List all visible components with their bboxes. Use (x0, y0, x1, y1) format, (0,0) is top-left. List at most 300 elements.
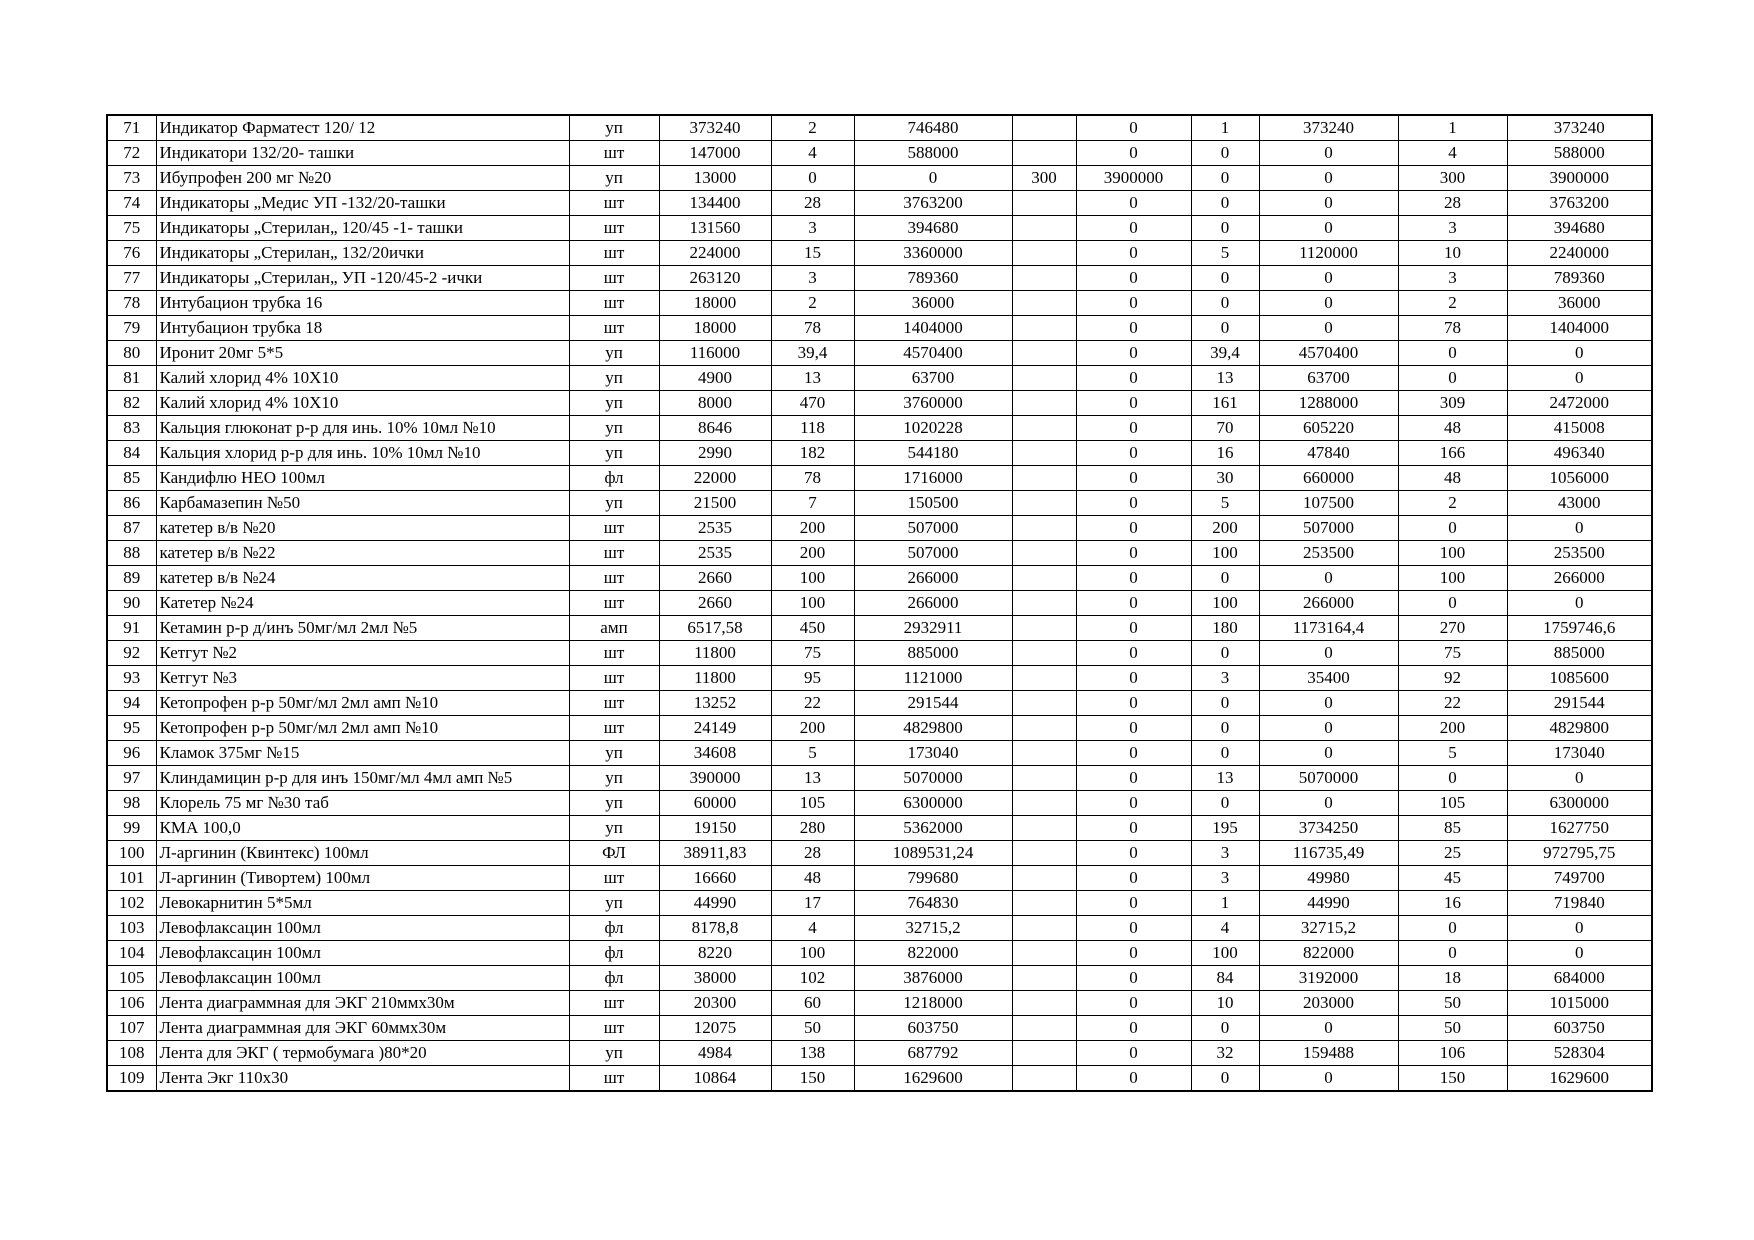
cell-price: 390000 (659, 766, 771, 791)
cell-sum-received: 0 (1076, 316, 1191, 341)
cell-qty-start: 28 (771, 841, 854, 866)
table-row (107, 866, 1652, 891)
table-row (107, 241, 1652, 266)
table-row (107, 891, 1652, 916)
cell-sum-issued: 0 (1259, 791, 1398, 816)
cell-sum-end: 3763200 (1507, 191, 1652, 216)
cell-sum-received: 0 (1076, 741, 1191, 766)
cell-sum-issued: 0 (1259, 216, 1398, 241)
cell-row-number: 86 (107, 491, 156, 516)
cell-qty-end: 16 (1398, 891, 1507, 916)
cell-row-number: 72 (107, 141, 156, 166)
cell-sum-end: 43000 (1507, 491, 1652, 516)
cell-item-name: Левокарнитин 5*5мл (156, 891, 569, 916)
cell-row-number: 109 (107, 1066, 156, 1092)
cell-qty-issued: 161 (1191, 391, 1259, 416)
cell-qty-issued: 30 (1191, 466, 1259, 491)
cell-sum-received: 0 (1076, 115, 1191, 141)
cell-qty-received (1012, 741, 1076, 766)
cell-qty-issued: 200 (1191, 516, 1259, 541)
cell-qty-end: 300 (1398, 166, 1507, 191)
cell-unit: шт (569, 641, 659, 666)
cell-price: 21500 (659, 491, 771, 516)
table-row (107, 816, 1652, 841)
cell-qty-received (1012, 466, 1076, 491)
cell-price: 8220 (659, 941, 771, 966)
cell-item-name: Индикатори 132/20- ташки (156, 141, 569, 166)
cell-sum-issued: 0 (1259, 266, 1398, 291)
cell-sum-issued: 266000 (1259, 591, 1398, 616)
cell-sum-received: 0 (1076, 966, 1191, 991)
table-row (107, 641, 1652, 666)
cell-qty-issued: 0 (1191, 1066, 1259, 1092)
cell-sum-start: 36000 (854, 291, 1012, 316)
cell-qty-issued: 10 (1191, 991, 1259, 1016)
cell-sum-received: 0 (1076, 941, 1191, 966)
cell-qty-issued: 0 (1191, 1016, 1259, 1041)
cell-sum-end: 719840 (1507, 891, 1652, 916)
cell-qty-start: 3 (771, 266, 854, 291)
cell-qty-end: 0 (1398, 766, 1507, 791)
cell-sum-issued: 605220 (1259, 416, 1398, 441)
cell-row-number: 100 (107, 841, 156, 866)
cell-sum-received: 0 (1076, 991, 1191, 1016)
cell-unit: уп (569, 391, 659, 416)
cell-price: 224000 (659, 241, 771, 266)
cell-sum-end: 0 (1507, 341, 1652, 366)
cell-sum-issued: 203000 (1259, 991, 1398, 1016)
cell-price: 24149 (659, 716, 771, 741)
cell-row-number: 107 (107, 1016, 156, 1041)
cell-qty-issued: 0 (1191, 266, 1259, 291)
cell-sum-issued: 47840 (1259, 441, 1398, 466)
cell-sum-issued: 3192000 (1259, 966, 1398, 991)
cell-qty-issued: 0 (1191, 191, 1259, 216)
cell-sum-start: 764830 (854, 891, 1012, 916)
cell-sum-end: 749700 (1507, 866, 1652, 891)
cell-qty-received (1012, 791, 1076, 816)
cell-sum-start: 746480 (854, 115, 1012, 141)
cell-qty-received (1012, 1041, 1076, 1066)
cell-qty-end: 45 (1398, 866, 1507, 891)
cell-sum-start: 1089531,24 (854, 841, 1012, 866)
cell-sum-end: 0 (1507, 366, 1652, 391)
cell-qty-start: 2 (771, 291, 854, 316)
cell-qty-received (1012, 291, 1076, 316)
cell-sum-start: 173040 (854, 741, 1012, 766)
cell-item-name: Катетер №24 (156, 591, 569, 616)
cell-sum-start: 1716000 (854, 466, 1012, 491)
cell-item-name: Индикатор Фарматест 120/ 12 (156, 115, 569, 141)
table-row (107, 266, 1652, 291)
cell-unit: уп (569, 115, 659, 141)
cell-price: 34608 (659, 741, 771, 766)
cell-sum-end: 528304 (1507, 1041, 1652, 1066)
cell-sum-start: 63700 (854, 366, 1012, 391)
cell-sum-start: 1218000 (854, 991, 1012, 1016)
cell-qty-start: 78 (771, 316, 854, 341)
table-body (107, 115, 1652, 1091)
cell-row-number: 87 (107, 516, 156, 541)
cell-item-name: Клиндамицин р-р для инъ 150мг/мл 4мл амп №5 (156, 766, 569, 791)
cell-row-number: 90 (107, 591, 156, 616)
cell-item-name: Интубацион трубка 16 (156, 291, 569, 316)
cell-sum-start: 291544 (854, 691, 1012, 716)
cell-sum-end: 373240 (1507, 115, 1652, 141)
cell-price: 44990 (659, 891, 771, 916)
cell-sum-issued: 0 (1259, 741, 1398, 766)
cell-sum-start: 5362000 (854, 816, 1012, 841)
cell-qty-start: 100 (771, 566, 854, 591)
cell-qty-received (1012, 641, 1076, 666)
cell-sum-start: 507000 (854, 541, 1012, 566)
cell-sum-received: 0 (1076, 916, 1191, 941)
cell-qty-end: 0 (1398, 591, 1507, 616)
cell-row-number: 95 (107, 716, 156, 741)
cell-row-number: 105 (107, 966, 156, 991)
cell-qty-start: 4 (771, 916, 854, 941)
table-row (107, 716, 1652, 741)
cell-sum-issued: 63700 (1259, 366, 1398, 391)
cell-sum-received: 0 (1076, 441, 1191, 466)
cell-qty-start: 28 (771, 191, 854, 216)
cell-unit: уп (569, 741, 659, 766)
cell-item-name: Кетгут №2 (156, 641, 569, 666)
table-row (107, 591, 1652, 616)
cell-price: 4984 (659, 1041, 771, 1066)
cell-item-name: Калий хлорид 4% 10Х10 (156, 391, 569, 416)
cell-sum-issued: 0 (1259, 1066, 1398, 1092)
cell-sum-received: 0 (1076, 591, 1191, 616)
cell-sum-received: 0 (1076, 1016, 1191, 1041)
cell-sum-end: 0 (1507, 916, 1652, 941)
cell-qty-end: 48 (1398, 416, 1507, 441)
cell-unit: уп (569, 441, 659, 466)
cell-item-name: Лента диаграммная для ЭКГ 210ммх30м (156, 991, 569, 1016)
cell-price: 2535 (659, 516, 771, 541)
cell-price: 19150 (659, 816, 771, 841)
cell-row-number: 99 (107, 816, 156, 841)
cell-qty-received (1012, 841, 1076, 866)
cell-qty-received (1012, 266, 1076, 291)
cell-qty-issued: 0 (1191, 166, 1259, 191)
cell-item-name: Карбамазепин №50 (156, 491, 569, 516)
cell-qty-end: 50 (1398, 1016, 1507, 1041)
cell-sum-start: 588000 (854, 141, 1012, 166)
cell-qty-end: 0 (1398, 516, 1507, 541)
cell-sum-end: 266000 (1507, 566, 1652, 591)
cell-row-number: 108 (107, 1041, 156, 1066)
cell-item-name: Кламок 375мг №15 (156, 741, 569, 766)
cell-qty-issued: 0 (1191, 141, 1259, 166)
cell-sum-issued: 0 (1259, 316, 1398, 341)
cell-qty-received (1012, 766, 1076, 791)
cell-unit: уп (569, 766, 659, 791)
cell-qty-issued: 0 (1191, 216, 1259, 241)
cell-sum-end: 6300000 (1507, 791, 1652, 816)
cell-qty-issued: 5 (1191, 241, 1259, 266)
cell-qty-end: 10 (1398, 241, 1507, 266)
cell-sum-end: 684000 (1507, 966, 1652, 991)
table-row (107, 1016, 1652, 1041)
cell-qty-received (1012, 591, 1076, 616)
cell-sum-issued: 0 (1259, 566, 1398, 591)
cell-sum-end: 291544 (1507, 691, 1652, 716)
cell-qty-issued: 70 (1191, 416, 1259, 441)
cell-sum-received: 0 (1076, 791, 1191, 816)
cell-sum-issued: 5070000 (1259, 766, 1398, 791)
cell-sum-issued: 32715,2 (1259, 916, 1398, 941)
cell-qty-received (1012, 441, 1076, 466)
cell-qty-issued: 180 (1191, 616, 1259, 641)
cell-sum-end: 1629600 (1507, 1066, 1652, 1092)
cell-qty-start: 450 (771, 616, 854, 641)
cell-qty-received (1012, 316, 1076, 341)
cell-sum-received: 0 (1076, 216, 1191, 241)
cell-qty-start: 5 (771, 741, 854, 766)
cell-row-number: 85 (107, 466, 156, 491)
cell-sum-issued: 116735,49 (1259, 841, 1398, 866)
cell-sum-received: 0 (1076, 341, 1191, 366)
table-row (107, 391, 1652, 416)
cell-item-name: Калий хлорид 4% 10Х10 (156, 366, 569, 391)
cell-price: 20300 (659, 991, 771, 1016)
cell-qty-issued: 4 (1191, 916, 1259, 941)
cell-price: 11800 (659, 666, 771, 691)
cell-qty-issued: 0 (1191, 741, 1259, 766)
cell-sum-issued: 44990 (1259, 891, 1398, 916)
cell-qty-issued: 32 (1191, 1041, 1259, 1066)
cell-price: 38000 (659, 966, 771, 991)
table-row (107, 366, 1652, 391)
cell-unit: уп (569, 791, 659, 816)
cell-item-name: Клорель 75 мг №30 таб (156, 791, 569, 816)
cell-price: 11800 (659, 641, 771, 666)
cell-qty-received (1012, 566, 1076, 591)
cell-qty-issued: 0 (1191, 291, 1259, 316)
cell-item-name: катетер в/в №24 (156, 566, 569, 591)
cell-row-number: 104 (107, 941, 156, 966)
cell-price: 4900 (659, 366, 771, 391)
cell-sum-issued: 0 (1259, 141, 1398, 166)
cell-sum-received: 0 (1076, 666, 1191, 691)
table-row (107, 341, 1652, 366)
cell-item-name: Л-аргинин (Тивортем) 100мл (156, 866, 569, 891)
cell-qty-end: 28 (1398, 191, 1507, 216)
cell-qty-issued: 0 (1191, 791, 1259, 816)
cell-qty-end: 3 (1398, 266, 1507, 291)
cell-sum-start: 822000 (854, 941, 1012, 966)
cell-sum-received: 0 (1076, 841, 1191, 866)
cell-sum-start: 544180 (854, 441, 1012, 466)
cell-sum-received: 0 (1076, 891, 1191, 916)
cell-qty-issued: 0 (1191, 316, 1259, 341)
table-row (107, 416, 1652, 441)
cell-sum-end: 603750 (1507, 1016, 1652, 1041)
cell-sum-start: 0 (854, 166, 1012, 191)
cell-qty-start: 13 (771, 366, 854, 391)
cell-unit: шт (569, 666, 659, 691)
cell-item-name: Индикаторы „Стерилан„ 132/20ички (156, 241, 569, 266)
cell-sum-issued: 1173164,4 (1259, 616, 1398, 641)
cell-qty-issued: 195 (1191, 816, 1259, 841)
cell-sum-issued: 0 (1259, 1016, 1398, 1041)
cell-sum-received: 0 (1076, 391, 1191, 416)
cell-price: 2535 (659, 541, 771, 566)
cell-sum-end: 2472000 (1507, 391, 1652, 416)
cell-qty-issued: 0 (1191, 691, 1259, 716)
table-row (107, 141, 1652, 166)
cell-sum-start: 4570400 (854, 341, 1012, 366)
cell-unit: ФЛ (569, 841, 659, 866)
cell-qty-start: 50 (771, 1016, 854, 1041)
table-row (107, 466, 1652, 491)
cell-price: 6517,58 (659, 616, 771, 641)
cell-qty-start: 15 (771, 241, 854, 266)
cell-qty-start: 2 (771, 115, 854, 141)
cell-sum-issued: 0 (1259, 691, 1398, 716)
cell-item-name: Кальция хлорид р-р для инь. 10% 10мл №10 (156, 441, 569, 466)
cell-qty-issued: 3 (1191, 666, 1259, 691)
cell-sum-end: 1627750 (1507, 816, 1652, 841)
cell-qty-received (1012, 866, 1076, 891)
cell-item-name: Интубацион трубка 18 (156, 316, 569, 341)
cell-qty-end: 48 (1398, 466, 1507, 491)
table-row (107, 791, 1652, 816)
cell-unit: шт (569, 316, 659, 341)
cell-unit: шт (569, 266, 659, 291)
cell-item-name: Кальция глюконат р-р для инь. 10% 10мл №10 (156, 416, 569, 441)
table-row (107, 441, 1652, 466)
cell-sum-start: 1629600 (854, 1066, 1012, 1092)
cell-price: 13252 (659, 691, 771, 716)
cell-row-number: 97 (107, 766, 156, 791)
cell-qty-received (1012, 991, 1076, 1016)
cell-item-name: Лента диаграммная для ЭКГ 60ммх30м (156, 1016, 569, 1041)
cell-qty-issued: 16 (1191, 441, 1259, 466)
cell-sum-end: 3900000 (1507, 166, 1652, 191)
cell-qty-end: 150 (1398, 1066, 1507, 1092)
cell-sum-received: 0 (1076, 191, 1191, 216)
table-row (107, 916, 1652, 941)
cell-sum-received: 0 (1076, 516, 1191, 541)
cell-price: 8000 (659, 391, 771, 416)
cell-price: 131560 (659, 216, 771, 241)
cell-qty-received (1012, 716, 1076, 741)
cell-item-name: Левофлаксацин 100мл (156, 966, 569, 991)
cell-price: 8646 (659, 416, 771, 441)
cell-unit: амп (569, 616, 659, 641)
cell-qty-received (1012, 916, 1076, 941)
cell-qty-issued: 0 (1191, 566, 1259, 591)
cell-qty-received (1012, 541, 1076, 566)
inventory-table (106, 114, 1653, 1092)
cell-row-number: 93 (107, 666, 156, 691)
cell-price: 2990 (659, 441, 771, 466)
cell-qty-end: 100 (1398, 566, 1507, 591)
cell-sum-received: 3900000 (1076, 166, 1191, 191)
table-row (107, 616, 1652, 641)
cell-sum-end: 588000 (1507, 141, 1652, 166)
table-row (107, 966, 1652, 991)
cell-qty-start: 48 (771, 866, 854, 891)
cell-row-number: 81 (107, 366, 156, 391)
cell-sum-received: 0 (1076, 291, 1191, 316)
cell-sum-start: 266000 (854, 591, 1012, 616)
cell-qty-issued: 3 (1191, 866, 1259, 891)
cell-qty-end: 100 (1398, 541, 1507, 566)
cell-row-number: 82 (107, 391, 156, 416)
cell-sum-end: 0 (1507, 516, 1652, 541)
cell-item-name: Левофлаксацин 100мл (156, 916, 569, 941)
cell-sum-end: 394680 (1507, 216, 1652, 241)
table-row (107, 191, 1652, 216)
cell-sum-issued: 107500 (1259, 491, 1398, 516)
cell-sum-received: 0 (1076, 716, 1191, 741)
cell-qty-start: 60 (771, 991, 854, 1016)
cell-row-number: 101 (107, 866, 156, 891)
cell-qty-received: 300 (1012, 166, 1076, 191)
cell-qty-issued: 100 (1191, 541, 1259, 566)
cell-sum-end: 1015000 (1507, 991, 1652, 1016)
cell-item-name: Индикаторы „Медис УП -132/20-ташки (156, 191, 569, 216)
cell-unit: шт (569, 1016, 659, 1041)
cell-item-name: Кетопрофен р-р 50мг/мл 2мл амп №10 (156, 691, 569, 716)
cell-sum-received: 0 (1076, 241, 1191, 266)
cell-sum-end: 173040 (1507, 741, 1652, 766)
cell-qty-end: 2 (1398, 491, 1507, 516)
cell-sum-issued: 373240 (1259, 115, 1398, 141)
cell-sum-issued: 3734250 (1259, 816, 1398, 841)
cell-row-number: 92 (107, 641, 156, 666)
cell-price: 373240 (659, 115, 771, 141)
cell-price: 2660 (659, 566, 771, 591)
cell-sum-received: 0 (1076, 416, 1191, 441)
cell-item-name: Ибупрофен 200 мг №20 (156, 166, 569, 191)
cell-qty-start: 7 (771, 491, 854, 516)
cell-qty-start: 150 (771, 1066, 854, 1092)
cell-sum-issued: 0 (1259, 291, 1398, 316)
cell-qty-received (1012, 416, 1076, 441)
cell-unit: шт (569, 716, 659, 741)
cell-sum-received: 0 (1076, 1041, 1191, 1066)
cell-qty-received (1012, 391, 1076, 416)
cell-qty-end: 166 (1398, 441, 1507, 466)
cell-qty-received (1012, 516, 1076, 541)
cell-price: 22000 (659, 466, 771, 491)
cell-sum-start: 4829800 (854, 716, 1012, 741)
cell-unit: уп (569, 166, 659, 191)
cell-unit: уп (569, 491, 659, 516)
cell-sum-issued: 49980 (1259, 866, 1398, 891)
cell-qty-issued: 3 (1191, 841, 1259, 866)
cell-qty-end: 92 (1398, 666, 1507, 691)
cell-sum-start: 3763200 (854, 191, 1012, 216)
cell-item-name: Л-аргинин (Квинтекс) 100мл (156, 841, 569, 866)
cell-row-number: 103 (107, 916, 156, 941)
cell-qty-end: 18 (1398, 966, 1507, 991)
cell-unit: шт (569, 141, 659, 166)
cell-unit: шт (569, 541, 659, 566)
cell-sum-start: 32715,2 (854, 916, 1012, 941)
cell-unit: шт (569, 1066, 659, 1092)
cell-sum-received: 0 (1076, 541, 1191, 566)
cell-item-name: Левофлаксацин 100мл (156, 941, 569, 966)
cell-unit: шт (569, 866, 659, 891)
cell-sum-end: 0 (1507, 591, 1652, 616)
cell-qty-start: 102 (771, 966, 854, 991)
cell-sum-received: 0 (1076, 466, 1191, 491)
